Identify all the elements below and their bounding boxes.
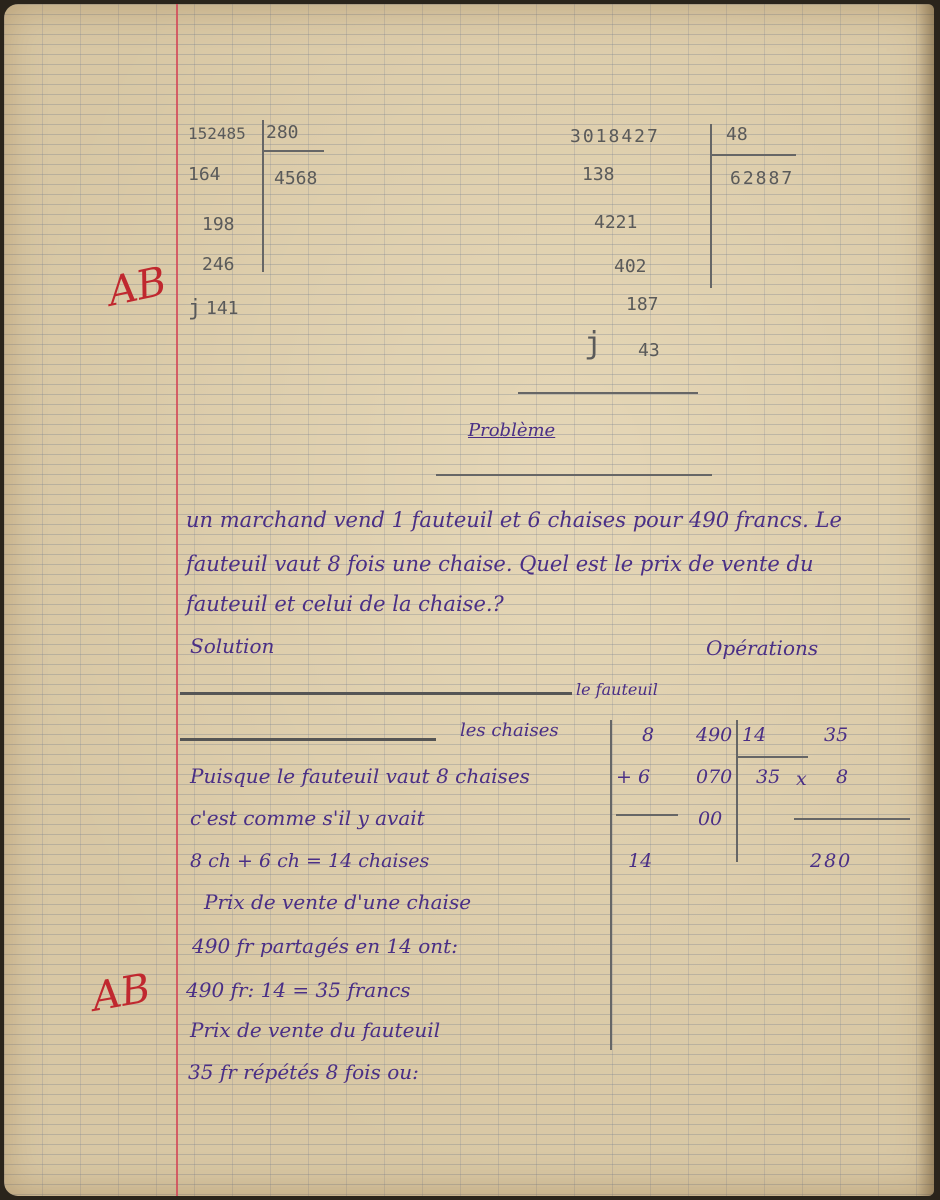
problem-line-3: fauteuil et celui de la chaise.? [186, 592, 504, 616]
division-right-horizontal-bar [710, 154, 796, 156]
problem-heading: Problème [468, 420, 556, 441]
notebook-page [4, 4, 934, 1196]
addition-term-2: + 6 [616, 766, 651, 788]
problem-line-1: un marchand vend 1 fauteuil et 6 chaises pour 490 francs. Le [186, 508, 842, 532]
addition-bar [616, 814, 678, 816]
chairs-segment [180, 738, 436, 741]
division-left-step: 164 [188, 164, 221, 185]
division-right-vertical-bar [710, 124, 712, 288]
armchair-label: le fauteuil [576, 680, 658, 699]
division-step: 070 [696, 766, 733, 788]
division-right-quotient: 62887 [730, 168, 795, 189]
division-right-remainder: 43 [638, 340, 660, 361]
division-remainder: 00 [698, 808, 723, 830]
division-left-divisor: 280 [266, 122, 299, 143]
addition-term-1: 8 [642, 724, 655, 746]
solution-line-1: Puisque le fauteuil vaut 8 chaises [190, 764, 530, 788]
correction-mark-bottom: AB [88, 965, 154, 1021]
solution-line-5: 490 fr partagés en 14 ont: [192, 934, 458, 958]
division-left-step: 246 [202, 254, 235, 275]
division-quotient: 35 [756, 766, 781, 788]
separator-line [518, 392, 698, 394]
division-dividend: 490 [696, 724, 733, 746]
solution-line-7: Prix de vente du fauteuil [190, 1018, 441, 1042]
solution-line-3: 8 ch + 6 ch = 14 chaises [190, 850, 430, 872]
solution-line-8: 35 fr répétés 8 fois ou: [188, 1060, 419, 1084]
margin-line [176, 4, 178, 1196]
solution-line-6: 490 fr: 14 = 35 francs [186, 978, 411, 1002]
page-fold [916, 4, 934, 1196]
division-right-dividend: 3018427 [570, 126, 660, 147]
solution-label: Solution [190, 634, 275, 658]
division-right-step: 187 [626, 294, 659, 315]
addition-result: 14 [628, 850, 653, 872]
multiplication-bar [794, 818, 910, 820]
division-left-step: 198 [202, 214, 235, 235]
solution-line-4: Prix de vente d'une chaise [204, 890, 472, 914]
correction-mark-top: AB [103, 258, 171, 316]
division-left-horizontal-bar [262, 150, 324, 152]
division-right-step: 402 [614, 256, 647, 277]
multiplication-operator: x [796, 768, 807, 790]
armchair-segment [180, 692, 572, 695]
operations-label: Opérations [706, 636, 819, 660]
division-horizontal-bar [736, 756, 808, 758]
division-left-remainder: 141 [206, 298, 239, 319]
division-vertical-bar [736, 720, 738, 862]
division-left-quotient: 4568 [274, 168, 318, 189]
division-left-dividend: 152485 [188, 124, 246, 143]
division-divisor: 14 [742, 724, 767, 746]
division-right-step: 4221 [594, 212, 638, 233]
division-left-remainder-mark: j [188, 296, 202, 321]
heading-underline [436, 474, 712, 476]
problem-line-2: fauteuil vaut 8 fois une chaise. Quel est le prix de vente du [186, 552, 814, 576]
division-right-divisor: 48 [726, 124, 748, 145]
chairs-label: les chaises [460, 720, 559, 741]
multiplication-a: 35 [824, 724, 849, 746]
operations-column-divider [610, 720, 612, 1050]
division-right-remainder-mark: j [584, 326, 603, 361]
division-right-step: 138 [582, 164, 615, 185]
multiplication-b: 8 [836, 766, 849, 788]
multiplication-result: 280 [810, 850, 853, 872]
solution-line-2: c'est comme s'il y avait [190, 806, 425, 830]
division-left-vertical-bar [262, 120, 264, 272]
